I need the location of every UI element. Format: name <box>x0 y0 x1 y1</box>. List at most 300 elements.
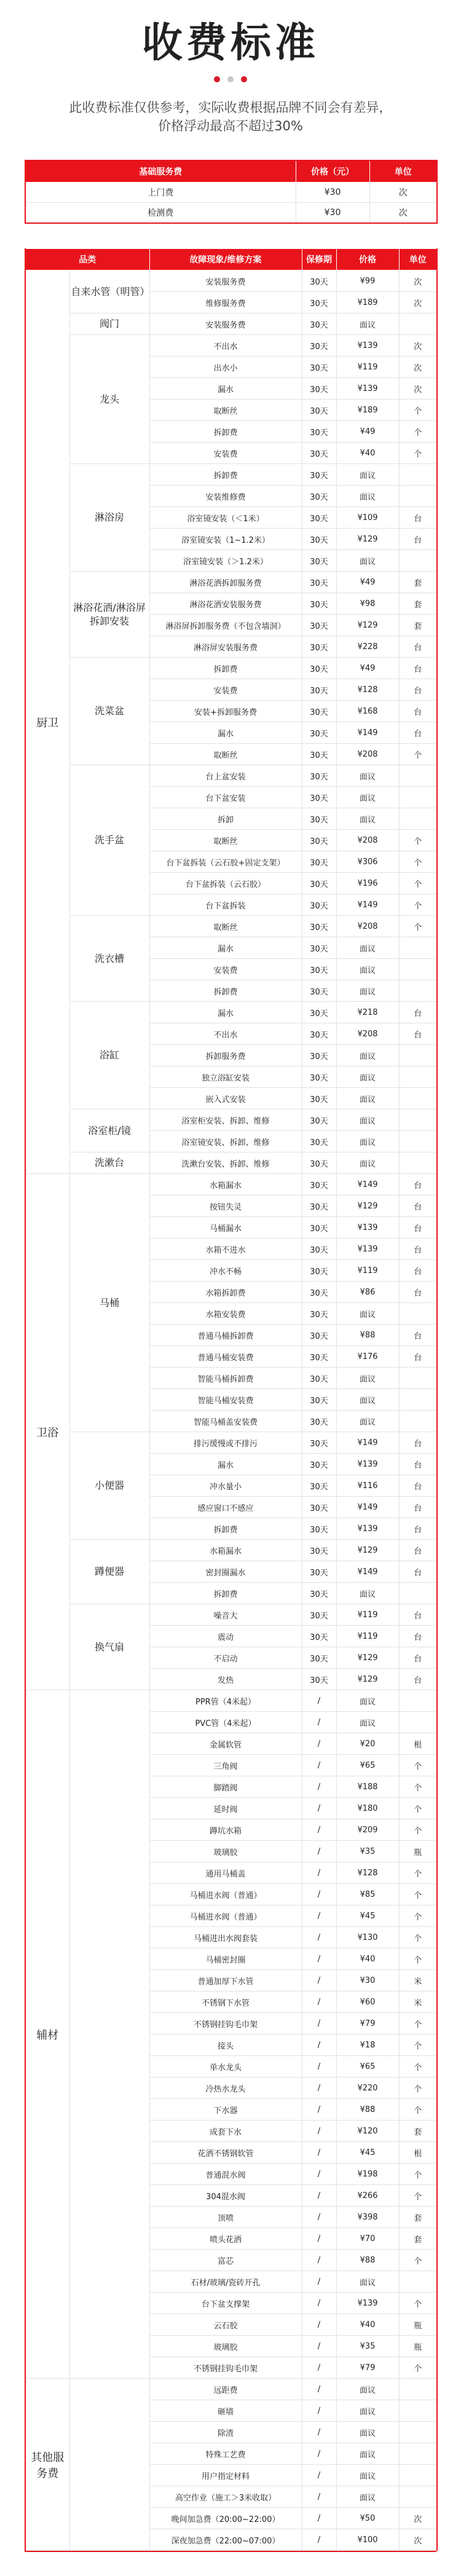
service-desc: 取断丝 <box>149 400 302 421</box>
service-unit: 根 <box>399 2142 437 2164</box>
service-warranty: / <box>302 2486 336 2508</box>
service-desc: 水箱拆卸费 <box>149 1282 302 1303</box>
service-desc: 拆卸费 <box>149 421 302 443</box>
service-warranty: 30天 <box>302 1561 336 1583</box>
service-price: ¥116 <box>336 1475 399 1497</box>
service-desc: PPR管（4米起） <box>149 1690 302 1712</box>
service-unit <box>399 1131 437 1152</box>
service-warranty: 30天 <box>302 916 336 937</box>
service-price: 面议 <box>336 937 399 959</box>
table-bottom-border <box>25 2551 436 2552</box>
service-unit <box>399 1152 437 1174</box>
service-price: ¥109 <box>336 507 399 529</box>
service-desc: 噪音大 <box>149 1604 302 1626</box>
service-desc: 顶喷 <box>149 2207 302 2228</box>
service-price: ¥49 <box>336 572 399 593</box>
service-unit: 个 <box>399 2250 437 2271</box>
service-desc: 淋浴屏安装服务费 <box>149 636 302 658</box>
service-unit: 个 <box>399 894 437 916</box>
service-warranty: 30天 <box>302 937 336 959</box>
service-desc: 发热 <box>149 1669 302 1690</box>
service-desc: 浴室镜安装（＜1米） <box>149 507 302 529</box>
subcategory-cell: 蹲便器 <box>69 1540 149 1604</box>
service-warranty: / <box>302 2185 336 2207</box>
service-warranty: / <box>302 2357 336 2379</box>
service-warranty: 30天 <box>302 507 336 529</box>
service-desc: 安装+拆卸服务费 <box>149 701 302 722</box>
service-unit: 瓶 <box>399 2336 437 2357</box>
header-cell: 保修期 <box>302 249 336 270</box>
service-warranty: 30天 <box>302 658 336 679</box>
service-unit <box>399 1303 437 1325</box>
service-row <box>25 1152 437 1174</box>
service-row <box>25 1109 437 1131</box>
service-price: ¥119 <box>336 1260 399 1282</box>
service-price: 面议 <box>336 2443 399 2465</box>
service-price: 面议 <box>336 1690 399 1712</box>
service-warranty: / <box>302 1798 336 1819</box>
service-unit: 台 <box>399 1561 437 1583</box>
service-unit: 个 <box>399 1862 437 1884</box>
service-warranty: 30天 <box>302 959 336 980</box>
service-warranty: 30天 <box>302 292 336 313</box>
service-price: ¥49 <box>336 658 399 679</box>
service-price: ¥130 <box>336 1927 399 1948</box>
service-price: ¥168 <box>336 701 399 722</box>
service-row <box>25 765 437 787</box>
service-warranty: 30天 <box>302 1411 336 1432</box>
header-cell: 价格（元） <box>296 160 369 183</box>
service-unit: 台 <box>399 1217 437 1239</box>
service-warranty: 30天 <box>302 486 336 507</box>
service-price: ¥128 <box>336 679 399 701</box>
service-unit: 瓶 <box>399 1841 437 1862</box>
service-unit: 台 <box>399 636 437 658</box>
service-desc: 浴室镜安装（1~1.2米） <box>149 529 302 550</box>
service-price: ¥139 <box>336 1518 399 1540</box>
service-desc: 浴室柜安装、拆卸、维修 <box>149 1109 302 1131</box>
service-unit: 台 <box>399 1346 437 1368</box>
service-warranty: 30天 <box>302 335 336 356</box>
service-desc: 安装服务费 <box>149 270 302 292</box>
service-price: ¥120 <box>336 2121 399 2142</box>
hero-section <box>0 0 461 135</box>
service-price: 面议 <box>336 2400 399 2422</box>
service-price: ¥129 <box>336 1669 399 1690</box>
service-warranty: / <box>302 2443 336 2465</box>
service-unit <box>399 2486 437 2508</box>
service-row <box>25 1432 437 1454</box>
service-unit: 个 <box>399 1819 437 1841</box>
service-desc: 感应窗口不感应 <box>149 1497 302 1518</box>
service-desc: 水箱漏水 <box>149 1540 302 1561</box>
service-desc: 玻璃胶 <box>149 2336 302 2357</box>
service-price: ¥49 <box>336 421 399 443</box>
service-warranty: / <box>302 2271 336 2293</box>
service-unit <box>399 1109 437 1131</box>
service-warranty: 30天 <box>302 787 336 808</box>
service-desc: 台下盆支撑架 <box>149 2293 302 2314</box>
service-desc: 深夜加急费（22:00~07:00） <box>149 2529 302 2551</box>
header-cell: 价格 <box>336 249 399 270</box>
service-unit: 台 <box>399 658 437 679</box>
service-warranty: 30天 <box>302 443 336 464</box>
header-cell: 故障现象/维修方案 <box>149 249 302 270</box>
service-warranty: 30天 <box>302 830 336 851</box>
service-warranty: 30天 <box>302 1389 336 1411</box>
service-price: ¥88 <box>336 1325 399 1346</box>
page-title: 收费标准 <box>142 19 319 66</box>
service-desc: 智能马桶拆卸费 <box>149 1368 302 1389</box>
service-unit: 台 <box>399 1174 437 1195</box>
service-desc: 维修服务费 <box>149 292 302 313</box>
service-unit: 个 <box>399 443 437 464</box>
service-desc: 延时阀 <box>149 1798 302 1819</box>
service-warranty: 30天 <box>302 765 336 787</box>
service-unit: 米 <box>399 1991 437 2013</box>
service-warranty: 30天 <box>302 679 336 701</box>
service-warranty: / <box>302 1841 336 1862</box>
service-unit <box>399 787 437 808</box>
service-desc: 晚间加急费（20:00~22:00） <box>149 2508 302 2529</box>
service-row <box>25 1002 437 1023</box>
service-price: ¥189 <box>336 292 399 313</box>
service-price: ¥129 <box>336 529 399 550</box>
service-warranty: 30天 <box>302 980 336 1002</box>
service-unit: 台 <box>399 529 437 550</box>
subcategory-cell: 洗漱台 <box>69 1152 149 1174</box>
service-warranty: 30天 <box>302 1023 336 1045</box>
service-row <box>25 1174 437 1195</box>
service-warranty: 30天 <box>302 1604 336 1626</box>
service-unit: 个 <box>399 2056 437 2078</box>
service-desc: 马桶进水阀（普通） <box>149 1905 302 1927</box>
service-unit: 个 <box>399 1927 437 1948</box>
service-unit <box>399 959 437 980</box>
service-price: ¥60 <box>336 1991 399 2013</box>
service-unit: 台 <box>399 1454 437 1475</box>
service-warranty: 30天 <box>302 808 336 830</box>
service-unit <box>399 550 437 572</box>
fee-unit: 次 <box>369 183 437 203</box>
service-row <box>25 658 437 679</box>
service-warranty: / <box>302 2422 336 2443</box>
basic-fee-row <box>25 183 437 203</box>
service-warranty: 30天 <box>302 1109 336 1131</box>
subcategory-cell: 换气扇 <box>69 1604 149 1690</box>
service-row <box>25 313 437 335</box>
basic-fee-table <box>25 160 438 224</box>
service-unit: 个 <box>399 1776 437 1798</box>
service-desc: 拆卸费 <box>149 1518 302 1540</box>
title-dots <box>0 76 461 82</box>
service-desc: 漏水 <box>149 937 302 959</box>
service-unit: 个 <box>399 2293 437 2314</box>
service-desc: 漏水 <box>149 722 302 744</box>
service-desc: 玻璃胶 <box>149 1841 302 1862</box>
service-unit: 台 <box>399 679 437 701</box>
service-desc: 洗漱台安装、拆卸、维修 <box>149 1152 302 1174</box>
service-price: ¥100 <box>336 2529 399 2551</box>
service-warranty: / <box>302 2142 336 2164</box>
service-unit: 套 <box>399 2228 437 2250</box>
service-unit: 台 <box>399 507 437 529</box>
service-desc: 水箱安装费 <box>149 1303 302 1325</box>
service-unit: 台 <box>399 1540 437 1561</box>
service-unit: 次 <box>399 335 437 356</box>
service-warranty: 30天 <box>302 1195 336 1217</box>
service-unit: 个 <box>399 2164 437 2185</box>
service-desc: 冷热水龙头 <box>149 2078 302 2099</box>
service-desc: 水箱不进水 <box>149 1239 302 1260</box>
service-warranty: 30天 <box>302 356 336 378</box>
service-price: ¥30 <box>336 1970 399 1991</box>
service-warranty: 30天 <box>302 1152 336 1174</box>
service-warranty: 30天 <box>302 1346 336 1368</box>
service-desc: 单水龙头 <box>149 2056 302 2078</box>
service-price: 面议 <box>336 313 399 335</box>
category-cell: 卫浴 <box>25 1174 69 1690</box>
service-unit <box>399 1712 437 1733</box>
service-desc: 304混水阀 <box>149 2185 302 2207</box>
service-warranty: / <box>302 1905 336 1927</box>
fee-name: 上门费 <box>25 183 296 203</box>
service-warranty: 30天 <box>302 270 336 292</box>
service-desc: 按钮失灵 <box>149 1195 302 1217</box>
header-cell: 基础服务费 <box>25 160 296 183</box>
service-price: ¥149 <box>336 1174 399 1195</box>
subcategory-cell <box>69 2379 149 2551</box>
service-warranty: / <box>302 1819 336 1841</box>
service-warranty: 30天 <box>302 701 336 722</box>
service-price: ¥20 <box>336 1733 399 1755</box>
service-price: 面议 <box>336 1303 399 1325</box>
service-desc: 智能马桶盖安装费 <box>149 1411 302 1432</box>
service-price: ¥70 <box>336 2228 399 2250</box>
service-unit <box>399 464 437 486</box>
service-desc: 富芯 <box>149 2250 302 2271</box>
service-unit: 个 <box>399 2099 437 2121</box>
service-desc: 砸墙 <box>149 2400 302 2422</box>
service-unit: 次 <box>399 2529 437 2551</box>
service-unit: 套 <box>399 2121 437 2142</box>
service-unit <box>399 2271 437 2293</box>
service-unit: 个 <box>399 2078 437 2099</box>
service-warranty: / <box>302 2465 336 2486</box>
service-unit: 根 <box>399 1733 437 1755</box>
service-desc: 台下盆拆装（云石胶） <box>149 873 302 894</box>
service-unit: 个 <box>399 744 437 765</box>
basic-table-body <box>25 183 437 224</box>
service-warranty: / <box>302 1948 336 1970</box>
service-warranty: 30天 <box>302 550 336 572</box>
service-warranty: 30天 <box>302 1260 336 1282</box>
service-warranty: 30天 <box>302 851 336 873</box>
service-unit <box>399 2422 437 2443</box>
service-desc: 云石胶 <box>149 2314 302 2336</box>
service-price: ¥189 <box>336 400 399 421</box>
subcategory-cell: 浴室柜/镜 <box>69 1109 149 1152</box>
service-desc: 除渣 <box>149 2422 302 2443</box>
service-warranty: 30天 <box>302 1518 336 1540</box>
service-price: ¥40 <box>336 1948 399 1970</box>
service-desc: 取断丝 <box>149 916 302 937</box>
service-price: ¥79 <box>336 2013 399 2034</box>
service-desc: 花洒不锈钢软管 <box>149 2142 302 2164</box>
service-warranty: / <box>302 1690 336 1712</box>
service-desc: 不出水 <box>149 335 302 356</box>
service-warranty: 30天 <box>302 378 336 400</box>
service-desc: 蹲坑水箱 <box>149 1819 302 1841</box>
service-price: ¥198 <box>336 2164 399 2185</box>
service-unit: 个 <box>399 1905 437 1927</box>
service-unit: 个 <box>399 2185 437 2207</box>
service-unit <box>399 1583 437 1604</box>
service-warranty: / <box>302 1927 336 1948</box>
service-price: 面议 <box>336 1066 399 1088</box>
service-price: ¥65 <box>336 2056 399 2078</box>
service-price: ¥139 <box>336 2293 399 2314</box>
service-warranty: 30天 <box>302 1066 336 1088</box>
service-unit: 台 <box>399 1518 437 1540</box>
service-unit: 次 <box>399 292 437 313</box>
service-desc: 台上盆安装 <box>149 765 302 787</box>
service-unit: 台 <box>399 1669 437 1690</box>
service-price: 面议 <box>336 1712 399 1733</box>
service-unit: 次 <box>399 270 437 292</box>
service-price: ¥88 <box>336 2099 399 2121</box>
fee-unit: 次 <box>369 203 437 224</box>
subcategory-cell: 龙头 <box>69 335 149 464</box>
header-cell: 品类 <box>25 249 149 270</box>
service-price: ¥218 <box>336 1002 399 1023</box>
service-desc: 不锈钢挂钩毛巾架 <box>149 2357 302 2379</box>
service-price: 面议 <box>336 1152 399 1174</box>
service-price-table <box>25 248 438 2551</box>
service-unit: 次 <box>399 356 437 378</box>
service-unit: 台 <box>399 1626 437 1647</box>
subcategory-cell: 淋浴房 <box>69 464 149 572</box>
service-desc: 排污缓慢或不排污 <box>149 1432 302 1454</box>
service-price: 面议 <box>336 2379 399 2400</box>
service-price: 面议 <box>336 959 399 980</box>
service-unit <box>399 808 437 830</box>
service-desc: 马桶进出水阀套装 <box>149 1927 302 1948</box>
service-unit <box>399 1088 437 1109</box>
service-price: ¥85 <box>336 1884 399 1905</box>
service-unit <box>399 1690 437 1712</box>
service-price: ¥45 <box>336 2142 399 2164</box>
service-price: 面议 <box>336 550 399 572</box>
service-warranty: 30天 <box>302 1325 336 1346</box>
service-price: ¥119 <box>336 1626 399 1647</box>
service-price: ¥220 <box>336 2078 399 2099</box>
service-warranty: 30天 <box>302 1368 336 1389</box>
service-desc: 金属软管 <box>149 1733 302 1755</box>
service-warranty: / <box>302 2314 336 2336</box>
service-desc: 不锈钢下水管 <box>149 1991 302 2013</box>
service-desc: 浴室镜安装、拆卸、维修 <box>149 1131 302 1152</box>
service-warranty: 30天 <box>302 1669 336 1690</box>
service-desc: 台下盆安装 <box>149 787 302 808</box>
service-desc: 嵌入式安装 <box>149 1088 302 1109</box>
service-desc: 拆卸 <box>149 808 302 830</box>
service-price: 面议 <box>336 808 399 830</box>
service-desc: 台下盆拆装（云石胶+固定支架） <box>149 851 302 873</box>
service-warranty: / <box>302 1884 336 1905</box>
service-desc: 下水器 <box>149 2099 302 2121</box>
subcategory-cell <box>69 1690 149 2379</box>
service-desc: PVC管（4米起） <box>149 1712 302 1733</box>
service-desc: 浴室镜安装（＞1.2米） <box>149 550 302 572</box>
service-unit: 台 <box>399 1432 437 1454</box>
service-warranty: 30天 <box>302 529 336 550</box>
service-price: ¥119 <box>336 356 399 378</box>
service-warranty: 30天 <box>302 1626 336 1647</box>
subcategory-cell: 马桶 <box>69 1174 149 1432</box>
service-unit: 套 <box>399 2207 437 2228</box>
category-cell: 厨卫 <box>25 270 69 1174</box>
service-unit <box>399 1368 437 1389</box>
service-warranty: / <box>302 2056 336 2078</box>
service-desc: 普通马桶安装费 <box>149 1346 302 1368</box>
service-warranty: / <box>302 2013 336 2034</box>
service-desc: 台下盆拆装 <box>149 894 302 916</box>
service-unit: 米 <box>399 1970 437 1991</box>
service-warranty: 30天 <box>302 572 336 593</box>
service-warranty: / <box>302 2228 336 2250</box>
service-unit <box>399 1389 437 1411</box>
main-header-row <box>25 249 437 270</box>
service-price: ¥139 <box>336 1217 399 1239</box>
service-price: 面议 <box>336 2465 399 2486</box>
service-price: ¥149 <box>336 1497 399 1518</box>
service-row <box>25 1540 437 1561</box>
service-warranty: / <box>302 1712 336 1733</box>
service-desc: 喷头花洒 <box>149 2228 302 2250</box>
subcategory-cell: 洗菜盆 <box>69 658 149 765</box>
service-desc: 普通混水阀 <box>149 2164 302 2185</box>
service-warranty: / <box>302 1991 336 2013</box>
service-price: 面议 <box>336 1583 399 1604</box>
service-desc: 水箱漏水 <box>149 1174 302 1195</box>
service-unit: 个 <box>399 2013 437 2034</box>
service-desc: 不启动 <box>149 1647 302 1669</box>
service-unit: 台 <box>399 1023 437 1045</box>
service-row <box>25 2379 437 2400</box>
service-desc: 独立浴缸安装 <box>149 1066 302 1088</box>
service-unit <box>399 1066 437 1088</box>
service-price: ¥86 <box>336 1282 399 1303</box>
service-price: 面议 <box>336 2271 399 2293</box>
subcategory-cell: 自来水管（明管） <box>69 270 149 313</box>
service-warranty: 30天 <box>302 1303 336 1325</box>
dot-red <box>214 76 220 82</box>
service-desc: 脚踏阀 <box>149 1776 302 1798</box>
service-warranty: / <box>302 2293 336 2314</box>
service-price: 面议 <box>336 1389 399 1411</box>
service-unit: 个 <box>399 421 437 443</box>
service-warranty: 30天 <box>302 1088 336 1109</box>
service-unit: 个 <box>399 2034 437 2056</box>
service-price: 面议 <box>336 765 399 787</box>
service-price: ¥18 <box>336 2034 399 2056</box>
service-desc: 安装维修费 <box>149 486 302 507</box>
service-desc: 马桶进水阀（普通） <box>149 1884 302 1905</box>
service-desc: 安装费 <box>149 959 302 980</box>
service-price: ¥40 <box>336 443 399 464</box>
basic-fee-row <box>25 203 437 224</box>
